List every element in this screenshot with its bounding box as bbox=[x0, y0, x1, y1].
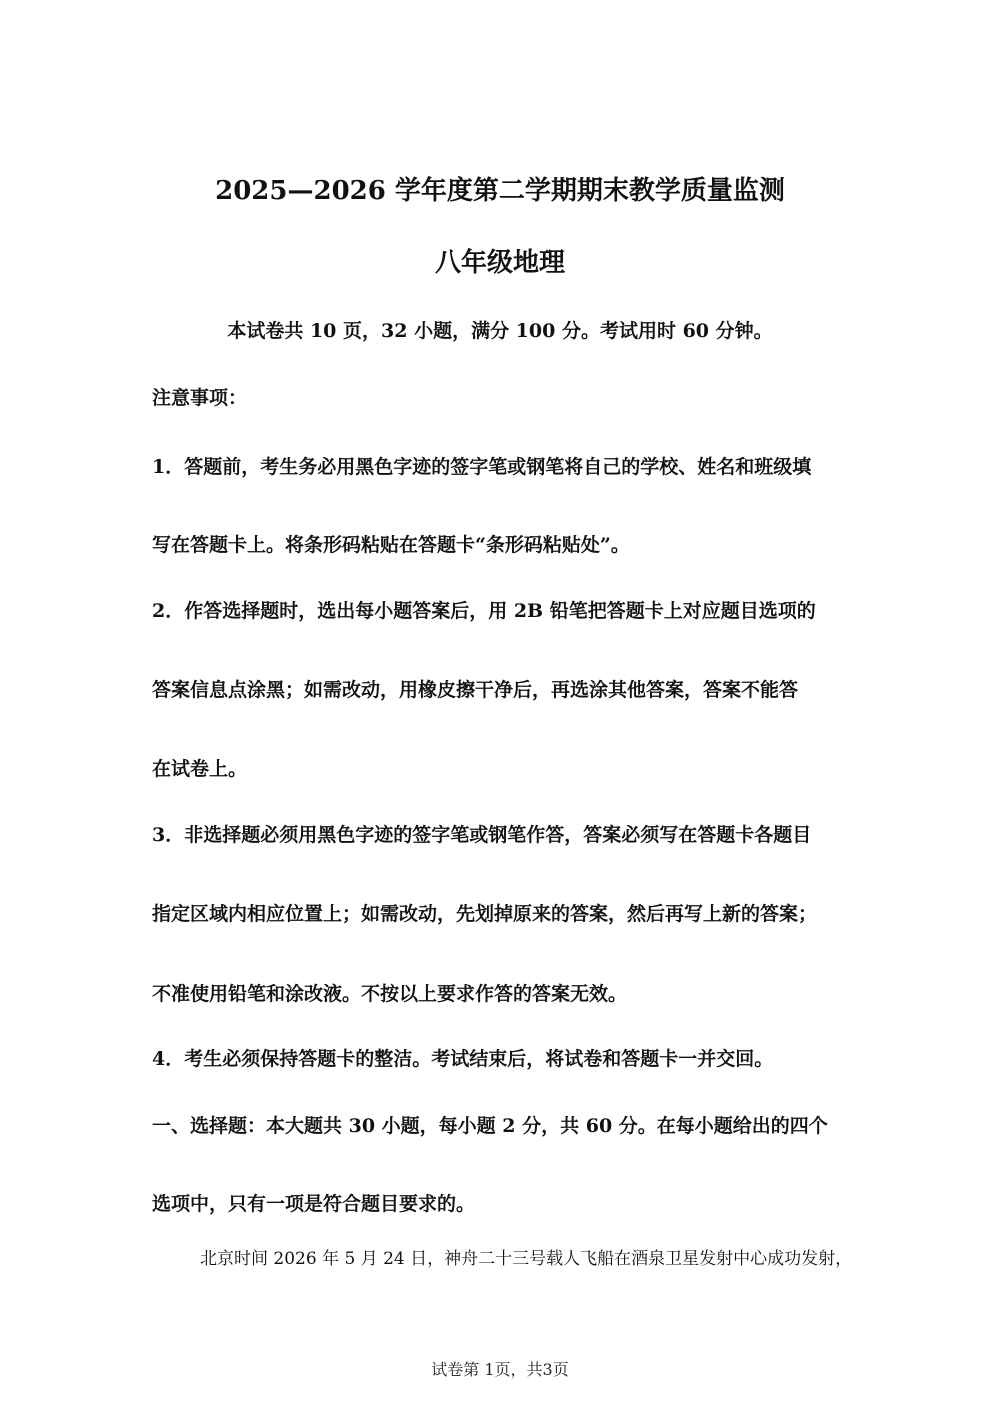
note-line: 写在答题卡上。将条形码粘贴在答题卡“条形码粘贴处”。 bbox=[152, 534, 630, 556]
note-line: 答案信息点涂黑；如需改动，用橡皮擦干净后，再选涂其他答案，答案不能答 bbox=[152, 679, 799, 701]
exam-summary: 本试卷共 10 页，32 小题，满分 100 分。考试用时 60 分钟。 bbox=[227, 320, 773, 342]
note-line: 指定区域内相应位置上；如需改动，先划掉原来的答案，然后再写上新的答案； bbox=[152, 903, 818, 925]
note-line: 在试卷上。 bbox=[152, 758, 248, 780]
note-line: 4．考生必须保持答题卡的整洁。考试结束后，将试卷和答题卡一并交回。 bbox=[152, 1048, 774, 1070]
section-heading-continued: 选项中，只有一项是符合题目要求的。 bbox=[152, 1193, 476, 1215]
page-footer: 试卷第 1页，共3页 bbox=[431, 1360, 569, 1379]
note-line: 1．答题前，考生务必用黑色字迹的签字笔或钢笔将自己的学校、姓名和班级填 bbox=[152, 456, 812, 478]
question-passage: 北京时间 2026 年 5 月 24 日，神舟二十三号载人飞船在酒泉卫星发射中心成功发射， bbox=[200, 1249, 853, 1269]
note-line: 3．非选择题必须用黑色字迹的签字笔或钢笔作答，答案必须写在答题卡各题目 bbox=[152, 824, 812, 846]
section-heading: 一、选择题：本大题共 30 小题，每小题 2 分，共 60 分。在每小题给出的四个 bbox=[152, 1115, 828, 1137]
note-line: 2．作答选择题时，选出每小题答案后，用 2B 铅笔把答题卡上对应题目选项的 bbox=[152, 600, 816, 622]
notes-heading: 注意事项： bbox=[152, 387, 248, 409]
exam-title: 2025—2026 学年度第二学期期末教学质量监测 bbox=[215, 176, 785, 206]
note-line: 不准使用铅笔和涂改液。不按以上要求作答的答案无效。 bbox=[152, 983, 628, 1005]
exam-subtitle: 八年级地理 bbox=[434, 248, 565, 278]
